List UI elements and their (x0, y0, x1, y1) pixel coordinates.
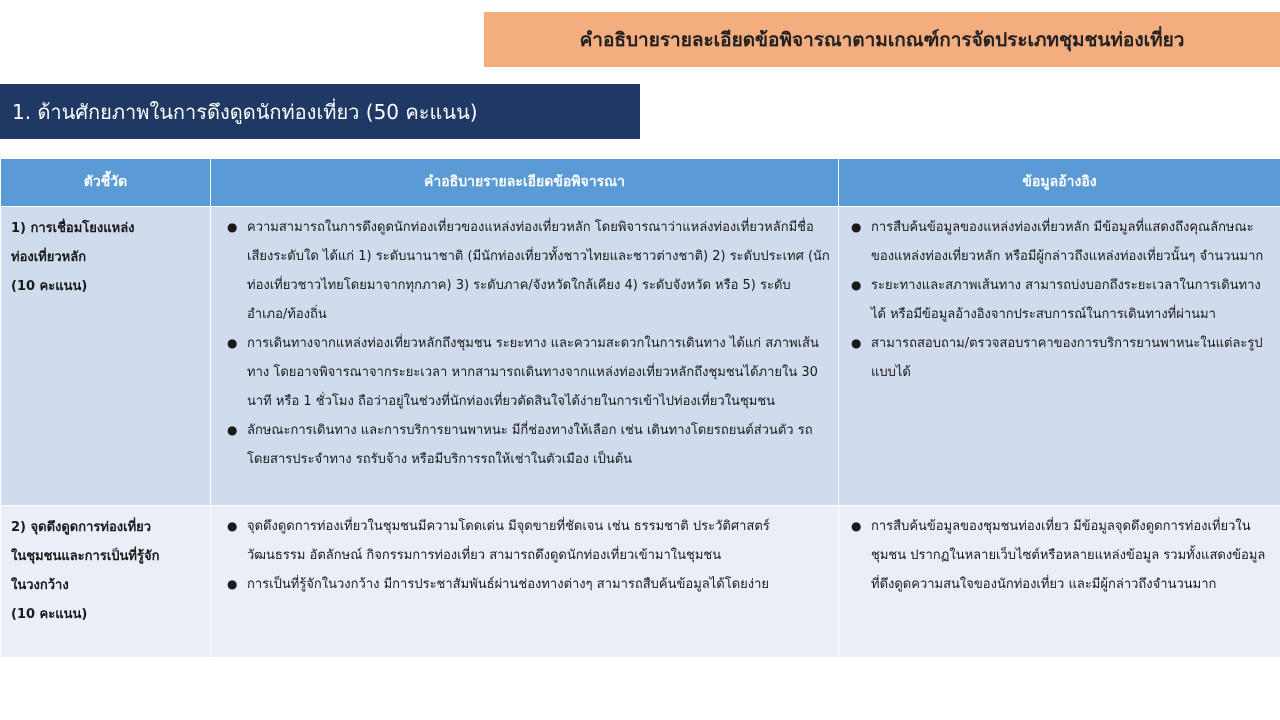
bullet-dot-icon: ● (227, 335, 238, 350)
indicator-score: (10 คะแนน) (11, 278, 88, 294)
indicator-cell (1, 206, 211, 505)
header-reference: ข้อมูลอ้างอิง (839, 159, 1280, 206)
bullet-dot-icon: ● (227, 518, 238, 533)
criteria-table (0, 159, 1280, 658)
list-item (849, 271, 1272, 329)
list-item (849, 213, 1272, 271)
list-item (225, 329, 830, 416)
header-indicator: ตัวชี้วัด (1, 159, 211, 206)
indicator-name: ในวงกว้าง (11, 577, 69, 593)
list-item (225, 416, 830, 474)
bullet-dot-icon: ● (851, 518, 862, 533)
indicator-score: (10 คะแนน) (11, 606, 88, 622)
section-title: 1. ด้านศักยภาพในการดึงดูดนักท่องเที่ยว (50 คะแนน) (0, 84, 640, 139)
bullet-dot-icon: ● (227, 422, 238, 437)
header-description: คำอธิบายรายละเอียดข้อพิจารณา (211, 159, 839, 206)
reference-list (849, 213, 1272, 387)
description-text: ความสามารถในการดึงดูดนักท่องเที่ยวของแหล่งท่องเที่ยวหลัก โดยพิจารณาว่าแหล่งท่องเที่ยวหลักมีชื่อเสียงระดับใด ได้แก่ 1) ระดับนานาชาติ (มีนักท่องเที่ยวทั้งชาวไทยและชาวต่างชาติ) 2) ระดับประเทศ (นักท่องเที่ยวชาวไทยโดยมาจากทุกภาค) 3) ระดับภาค/จังหวัดใกล้เคียง 4) ระดับจังหวัด หรือ 5) ระดับอำเภอ/ท้องถิ่น (247, 219, 830, 322)
list-item (225, 570, 830, 599)
list-item (225, 213, 830, 329)
description-cell (211, 505, 839, 657)
description-text: การเดินทางจากแหล่งท่องเที่ยวหลักถึงชุมชน ระยะทาง และความสะดวกในการเดินทาง ได้แก่ สภาพเส้นทาง โดยอาจพิจารณาจากระยะเวลา หากสามารถเดินทางจากแหล่งท่องเที่ยวหลักถึงชุมชนได้ภายใน 30 นาที หรือ 1 ชั่วโมง ถือว่าอยู่ในช่วงที่นักท่องเที่ยวตัดสินใจได้ง่ายในการเข้าไปท่องเที่ยวในชุมชน (247, 335, 819, 409)
indicator-name: ท่องเที่ยวหลัก (11, 249, 87, 265)
description-text: การเป็นที่รู้จักในวงกว้าง มีการประชาสัมพันธ์ผ่านช่องทางต่างๆ สามารถสืบค้นข้อมูลได้โดยง่าย (247, 576, 770, 592)
bullet-dot-icon: ● (851, 335, 862, 350)
bullet-dot-icon: ● (227, 576, 238, 591)
indicator-name: ในชุมชนและการเป็นที่รู้จัก (11, 548, 160, 564)
list-item (849, 329, 1272, 387)
reference-cell (839, 206, 1280, 505)
table-header-row (1, 159, 1280, 206)
description-text: จุดดึงดูดการท่องเที่ยวในชุมชนมีความโดดเด่น มีจุดขายที่ชัดเจน เช่น ธรรมชาติ ประวัติศาสตร์ วัฒนธรรม อัตลักษณ์ กิจกรรมการท่องเที่ยว สามารถดึงดูดนักท่องเที่ยวเข้ามาในชุมชน (247, 518, 770, 563)
description-list (225, 213, 830, 474)
description-text: ลักษณะการเดินทาง และการบริการยานพาหนะ มีกี่ช่องทางให้เลือก เช่น เดินทางโดยรถยนต์ส่วนตัว รถโดยสารประจำทาง รถรับจ้าง หรือมีบริการรถให้เช่าในตัวเมือง เป็นต้น (247, 422, 813, 467)
bullet-dot-icon: ● (227, 219, 238, 234)
reference-text: สามารถสอบถาม/ตรวจสอบราคาของการบริการยานพาหนะในแต่ละรูปแบบได้ (871, 335, 1263, 380)
description-list (225, 512, 830, 599)
bullet-dot-icon: ● (851, 219, 862, 234)
slide-title: คำอธิบายรายละเอียดข้อพิจารณาตามเกณฑ์การจัดประเภทชุมชนท่องเที่ยว (484, 12, 1280, 67)
reference-cell (839, 505, 1280, 657)
indicator-name: 1) การเชื่อมโยงแหล่ง (11, 220, 135, 236)
reference-text: การสืบค้นข้อมูลของชุมชนท่องเที่ยว มีข้อมูลจุดดึงดูดการท่องเที่ยวในชุมชน ปรากฏในหลายเว็บไซต์หรือหลายแหล่งข้อมูล รวมทั้งแสดงข้อมูลที่ดึงดูดความสนใจของนักท่องเที่ยว และมีผู้กล่าวถึงจำนวนมาก (871, 518, 1266, 592)
reference-list (849, 512, 1272, 599)
list-item (225, 512, 830, 570)
table-row (1, 206, 1280, 505)
reference-text: การสืบค้นข้อมูลของแหล่งท่องเที่ยวหลัก มีข้อมูลที่แสดงถึงคุณลักษณะของแหล่งท่องเที่ยวหลัก หรือมีผู้กล่าวถึงแหล่งท่องเที่ยวนั้นๆ จำนวนมาก (871, 219, 1264, 264)
indicator-name: 2) จุดดึงดูดการท่องเที่ยว (11, 519, 152, 535)
indicator-cell (1, 505, 211, 657)
reference-text: ระยะทางและสภาพเส้นทาง สามารถบ่งบอกถึงระยะเวลาในการเดินทางได้ หรือมีข้อมูลอ้างอิงจากประสบการณ์ในการเดินทางที่ผ่านมา (871, 277, 1261, 322)
table-row (1, 505, 1280, 657)
bullet-dot-icon: ● (851, 277, 862, 292)
description-cell (211, 206, 839, 505)
list-item (849, 512, 1272, 599)
